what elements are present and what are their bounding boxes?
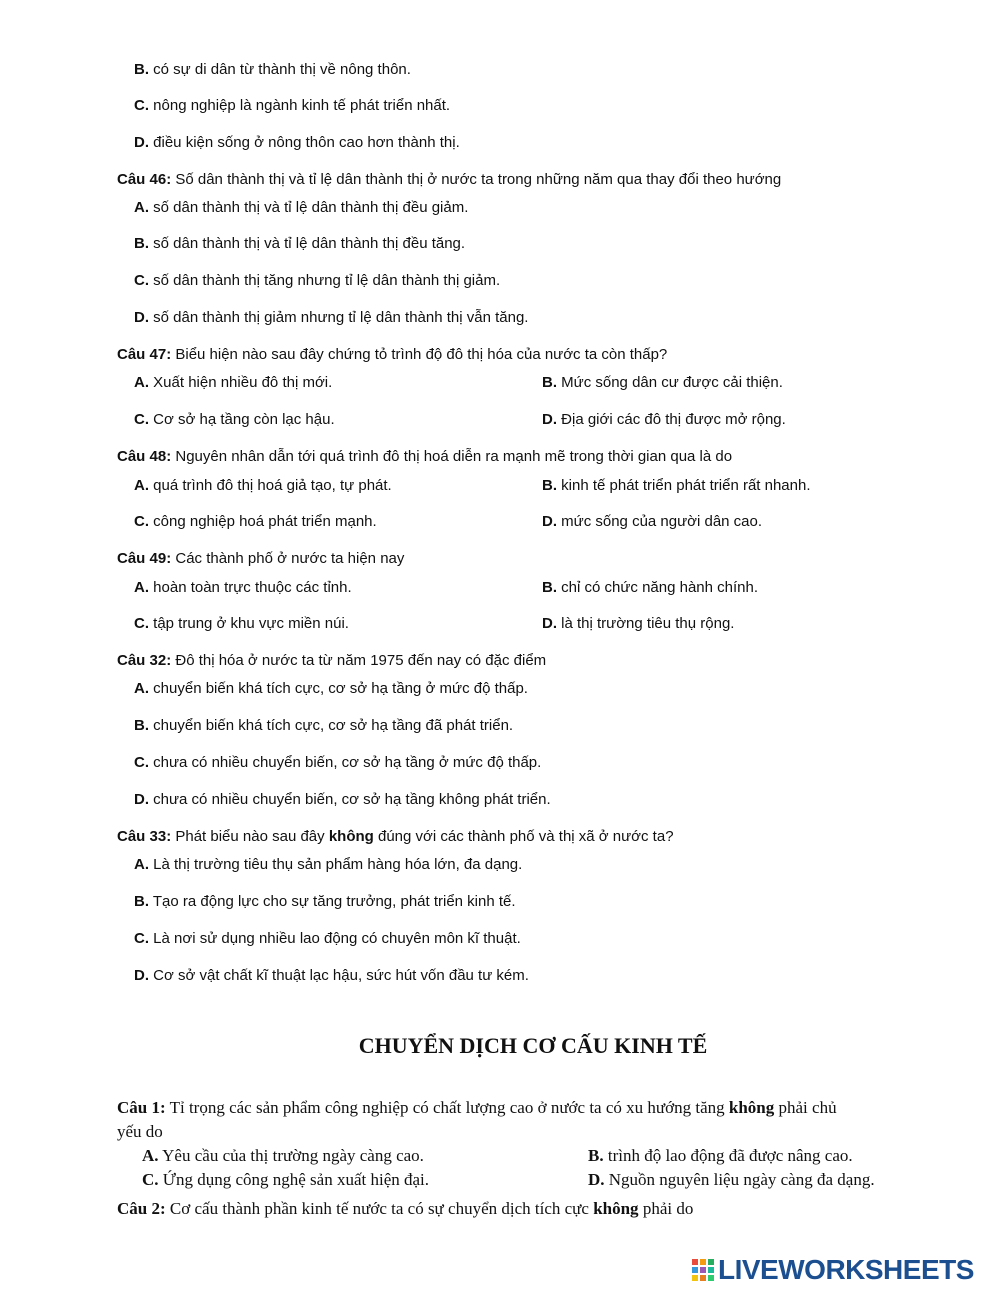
logo-cell [708,1259,714,1265]
option-d[interactable]: D. điều kiện sống ở nông thôn cao hơn thành thị. [134,134,460,151]
option-c[interactable]: C. Cơ sở hạ tầng còn lạc hậu. [134,411,335,428]
option-c[interactable]: C. tập trung ở khu vực miền núi. [134,615,349,632]
option-c[interactable]: C. nông nghiệp là ngành kinh tế phát triển nhất. [134,97,451,114]
option-a[interactable]: A. hoàn toàn trực thuộc các tỉnh. [134,579,352,596]
logo-cell [700,1259,706,1265]
logo-cell [700,1275,706,1281]
logo-cell [708,1275,714,1281]
option-d[interactable]: D. là thị trường tiêu thụ rộng. [542,615,735,632]
option-c[interactable]: C. công nghiệp hoá phát triển mạnh. [134,513,377,530]
question-47: Câu 47: Biểu hiện nào sau đây chứng tỏ trình độ đô thị hóa của nước ta còn thấp? [117,346,668,363]
logo-icon [692,1259,714,1281]
question-1-continued: yếu do [117,1122,163,1141]
option-c[interactable]: C. số dân thành thị tăng nhưng tỉ lệ dân thành thị giảm. [134,272,501,289]
option-b[interactable]: B. số dân thành thị và tỉ lệ dân thành thị đều tăng. [134,235,466,252]
logo-cell [692,1267,698,1273]
liveworksheets-logo[interactable] [692,1254,974,1286]
section-title: CHUYỂN DỊCH CƠ CẤU KINH TẾ [358,1033,708,1058]
question-33: Câu 33: Phát biểu nào sau đây không đúng với các thành phố và thị xã ở nước ta? [117,828,674,845]
option-b[interactable]: B. chuyển biến khá tích cực, cơ sở hạ tầng đã phát triển. [134,717,514,734]
option-b[interactable]: B. kinh tế phát triển phát triển rất nhanh. [542,477,811,494]
option-d[interactable]: D. mức sống của người dân cao. [542,513,763,530]
question-32: Câu 32: Đô thị hóa ở nước ta từ năm 1975 đến nay có đặc điểm [117,652,547,669]
option-c[interactable]: C. Là nơi sử dụng nhiều lao động có chuyên môn kĩ thuật. [134,930,521,947]
question-49: Câu 49: Các thành phố ở nước ta hiện nay [117,550,405,567]
option-c[interactable]: C. Ứng dụng công nghệ sản xuất hiện đại. [142,1170,430,1189]
logo-cell [692,1275,698,1281]
question-46: Câu 46: Số dân thành thị và tỉ lệ dân thành thị ở nước ta trong những năm qua thay đổi theo hướng [117,171,782,188]
option-b[interactable]: B. Mức sống dân cư được cải thiện. [542,374,783,391]
logo-text: LIVEWORKSHEETS [718,1254,974,1285]
option-d[interactable]: D. chưa có nhiều chuyển biến, cơ sở hạ tầng không phát triển. [134,791,551,808]
option-a[interactable]: A. Là thị trường tiêu thụ sản phẩm hàng hóa lớn, đa dạng. [134,856,523,873]
logo-cell [708,1267,714,1273]
logo-cell [700,1267,706,1273]
option-d[interactable]: D. số dân thành thị giảm nhưng tỉ lệ dân thành thị vẫn tăng. [134,309,529,326]
option-b[interactable]: B. chỉ có chức năng hành chính. [542,579,759,596]
option-d[interactable]: D. Địa giới các đô thị được mở rộng. [542,411,786,428]
option-a[interactable]: A. số dân thành thị và tỉ lệ dân thành thị đều giảm. [134,199,469,216]
option-b[interactable]: B. Tạo ra động lực cho sự tăng trưởng, phát triển kinh tế. [134,893,516,910]
option-a[interactable]: A. chuyển biến khá tích cực, cơ sở hạ tầng ở mức độ thấp. [134,680,528,697]
option-a[interactable]: A. Yêu cầu của thị trường ngày càng cao. [142,1146,424,1165]
option-b[interactable]: B. có sự di dân từ thành thị về nông thôn. [134,61,411,78]
logo-cell [692,1259,698,1265]
question-2: Câu 2: Cơ cấu thành phần kinh tế nước ta có sự chuyển dịch tích cực không phải do [117,1199,694,1218]
option-b[interactable]: B. trình độ lao động đã được nâng cao. [588,1146,853,1165]
option-c[interactable]: C. chưa có nhiều chuyển biến, cơ sở hạ tầng ở mức độ thấp. [134,754,542,771]
question-48: Câu 48: Nguyên nhân dẫn tới quá trình đô thị hoá diễn ra mạnh mẽ trong thời gian qua là do [117,448,733,465]
option-d[interactable]: D. Nguồn nguyên liệu ngày càng đa dạng. [588,1170,875,1189]
option-a[interactable]: A. Xuất hiện nhiều đô thị mới. [134,374,333,391]
option-d[interactable]: D. Cơ sở vật chất kĩ thuật lạc hậu, sức hút vốn đầu tư kém. [134,967,529,984]
option-a[interactable]: A. quá trình đô thị hoá giả tạo, tự phát. [134,477,392,494]
question-1: Câu 1: Tỉ trọng các sản phẩm công nghiệp có chất lượng cao ở nước ta có xu hướng tăng không phải chủ [117,1098,837,1117]
